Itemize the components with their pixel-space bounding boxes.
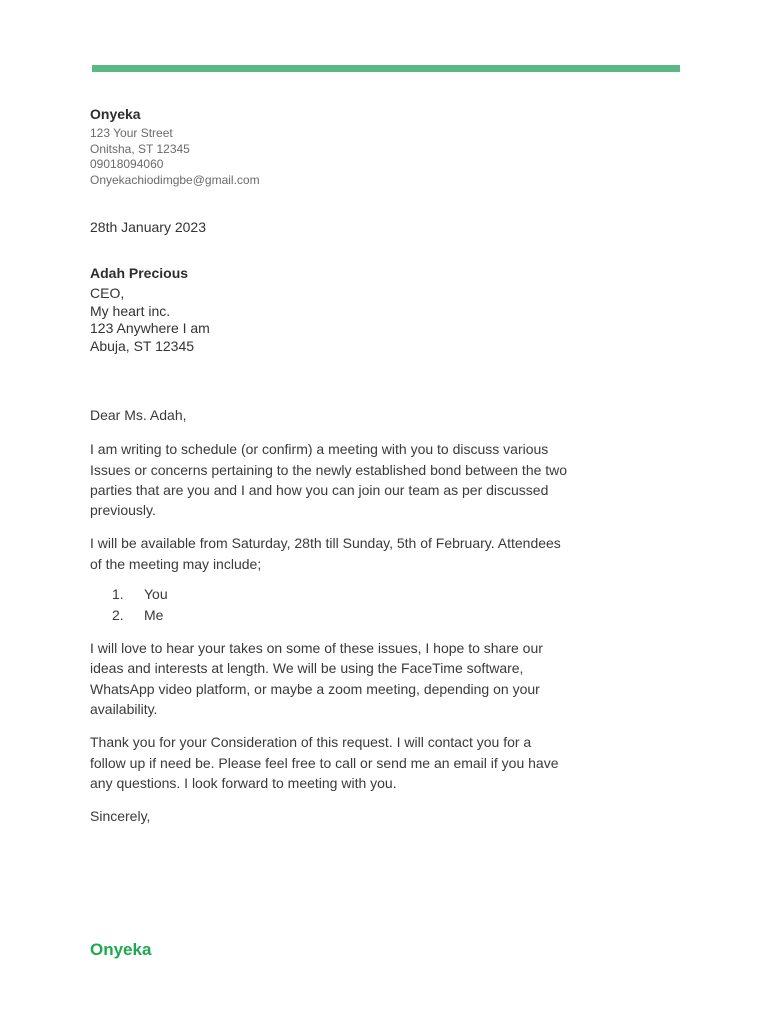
sender-city: Onitsha, ST 12345 [90, 141, 190, 156]
paragraph-availability: I will be available from Saturday, 28th till Sunday, 5th of February. Attendees of the meeting may include; [90, 535, 561, 572]
letter-body [90, 405, 570, 839]
signature: Onyeka [90, 940, 152, 959]
paragraph-platforms: I will love to hear your takes on some of these issues, I hope to share our ideas and interests at length. We will be using the FaceTime software, WhatsApp video platform, or maybe a zoom meeting, depending on your availability. [90, 640, 543, 717]
closing: Sincerely, [90, 808, 151, 825]
list-item-number: 1. [112, 586, 124, 603]
recipient-street: 123 Anywhere I am [90, 320, 210, 337]
recipient-company: My heart inc. [90, 302, 171, 319]
recipient-title: CEO, [90, 285, 125, 301]
recipient-block [90, 265, 210, 356]
list-item [90, 605, 570, 626]
list-item-number: 2. [112, 607, 124, 624]
recipient-name: Adah Precious [90, 265, 189, 281]
salutation: Dear Ms. Adah, [90, 407, 187, 423]
sender-name: Onyeka [90, 106, 141, 122]
sender-block [90, 106, 260, 188]
recipient-city: Abuja, ST 12345 [90, 338, 195, 355]
sender-phone: 09018094060 [90, 157, 164, 171]
list-item [90, 584, 570, 605]
sender-email: Onyekachiodimgbe@gmail.com [90, 172, 260, 187]
attendee-list [90, 584, 570, 626]
paragraph-purpose: I am writing to schedule (or confirm) a meeting with you to discuss various Issues or concerns pertaining to the newly established bond between the two parties that are you and I and how you can join our team as per discussed previously. [90, 441, 568, 519]
list-item-text: You [144, 586, 168, 603]
letter-date: 28th January 2023 [90, 219, 206, 235]
sender-street: 123 Your Street [90, 126, 173, 140]
list-item-text: Me [144, 607, 164, 624]
header-accent-rule [92, 65, 680, 72]
paragraph-thanks: Thank you for your Consideration of this request. I will contact you for a follow up if need be. Please feel free to call or send me an email if you have any questions. I look forward to meeting with you. [90, 734, 559, 791]
